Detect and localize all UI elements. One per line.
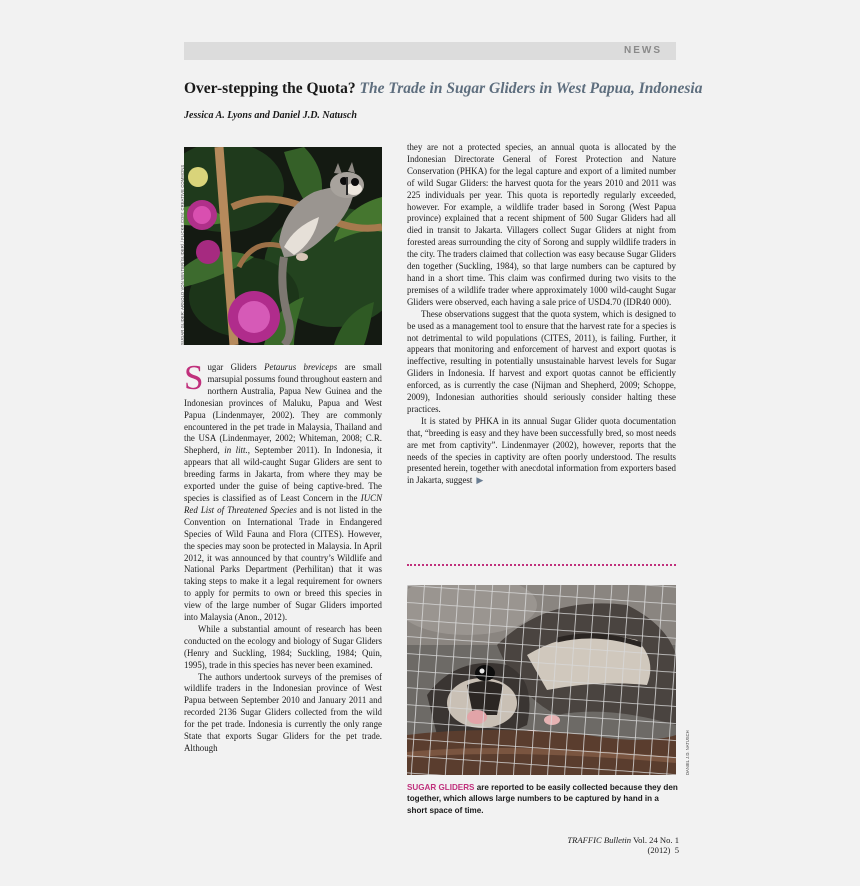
article-headline xyxy=(184,80,703,98)
photo-credit-2: DANIEL J.D. NATUSCH xyxy=(685,730,690,775)
paragraph: It is stated by PHKA in its annual Sugar Glider quota documentation that, “breeding is easy and they have been successfully bred, so most needs are met from captivity”. Lindenmayer (2002), however, reports that the needs of the species in captivity are often poorly understood. The results presented herein, together with anecdotal information from exporters based in Jakarta, suggest ▶ xyxy=(407,415,676,486)
paragraph: While a substantial amount of research has been conducted on the ecology and biology of Sugar Gliders (Henry and Suckling, 1984; Suckling, 1984; Quin, 1995), trade in this species has never been examined. xyxy=(184,623,382,670)
paragraph: These observations suggest that the quota system, which is designed to be used as a management tool to ensure that the harvest rate for a species is not detrimental to wild populations (CITES, 2011), is failing. Further, it appears that monitoring and enforcement of harvest and export quotas is ineffective, resulting in potentially unsustainable harvest levels for Sugar Gliders in Indonesia. If harvest and export quotas cannot be efficiently enforced, as is currently the case (Nijman and Shepherd, 2009; Schoppe, 2009), Indonesian authorities should seriously consider halting these practices. xyxy=(407,308,676,414)
caption-label: SUGAR GLIDERS xyxy=(407,783,475,792)
page-number: 5 xyxy=(674,845,679,855)
paragraph: they are not a protected species, an annual quota is allocated by the Indonesian Directorate General of Forest Protection and Nature Conservation (PHKA) for the legal capture and export of a limited number of wild Sugar Gliders: the harvest quota for the years 2010 and 2011 was 225 individuals per year. This quota is reportedly regularly exceeded, however. For example, a wildlife trader based in Sorong (West Papua province) explained that a recent shipment of 500 Sugar Gliders had all died in transit to Jakarta. Villagers collect Sugar Gliders at night from forested areas surrounding the city of Sorong and supply wildlife traders in the city. The traders claimed that collection was easy because Sugar Gliders den together (Suckling, 1984), so that large numbers can be captured by hand in a short time. This claim was confirmed during two visits to the premises of a wildlife trader where approximately 1000 wild-caught Sugar Gliders were observed, each having a sale price of USD4.70 (IDR40 000). xyxy=(407,142,676,307)
sugar-glider-photo xyxy=(184,147,382,345)
page-footer: TRAFFIC Bulletin Vol. 24 No. 1 (2012) 5 xyxy=(567,835,679,855)
drop-cap: S xyxy=(184,358,204,397)
continue-arrow-icon: ▶ xyxy=(476,475,484,486)
caged-sugar-gliders-photo xyxy=(407,585,676,775)
paragraph: The authors undertook surveys of the premises of wildlife traders in the Indonesian province of West Papua between September 2010 and January 2011 and recorded 2136 Sugar Gliders collected from the wild for the pet trade. Indonesia is currently the only range State that exports Sugar Gliders for the pet trade. Although xyxy=(184,671,382,753)
article-column-2 xyxy=(407,142,676,487)
article-column-1 xyxy=(184,358,382,755)
photo-credit-1: SUGAR GLIDER: ARNOLD VON WINTER(GLIDER) / FLICKR.COM; CREATIVE COMMONS xyxy=(180,164,185,345)
headline-subtitle: The Trade in Sugar Gliders in West Papua, Indonesia xyxy=(359,80,703,97)
paragraph: Sugar Gliders Petaurus breviceps are small marsupial possums found throughout eastern and northern Australia, Papua New Guinea and the Indonesian provinces of Maluku, Papua and West Papua (Lindenmayer, 2002). They are commonly encountered in the pet trade in Malaysia, Thailand and the USA (Lindenmayer, 2002; Whiteman, 2008; C.R. Shepherd, in litt., September 2011). In Indonesia, it appears that all wild-caught Sugar Gliders are sent to breeding farms in Jakarta, from where they may be exported under the guise of being captive-bred. The species is classified as of Least Concern in the IUCN Red List of Threatened Species and is not listed in the Convention on International Trade in Endangered Species of Wild Fauna and Flora (CITES). However, the species may soon be protected in Malaysia. In April 2012, it was announced by that country’s Wildlife and National Parks Department (Perhilitan) that it was taking steps to make it a legal requirement for owners to apply for permits to own or breed this species in view of the large number of Sugar Gliders imported into Malaysia (Anon., 2012). xyxy=(184,358,382,623)
headline-title: Over-stepping the Quota? xyxy=(184,80,356,97)
article-authors: Jessica A. Lyons and Daniel J.D. Natusch xyxy=(184,110,357,121)
section-header-bar xyxy=(184,42,676,60)
divider xyxy=(407,564,676,566)
photo-caption: SUGAR GLIDERS are reported to be easily collected because they den together, which allows large numbers to be captured by hand in a short space of time. xyxy=(407,783,678,815)
journal-name: TRAFFIC Bulletin xyxy=(567,835,632,845)
section-label: NEWS xyxy=(624,45,662,56)
